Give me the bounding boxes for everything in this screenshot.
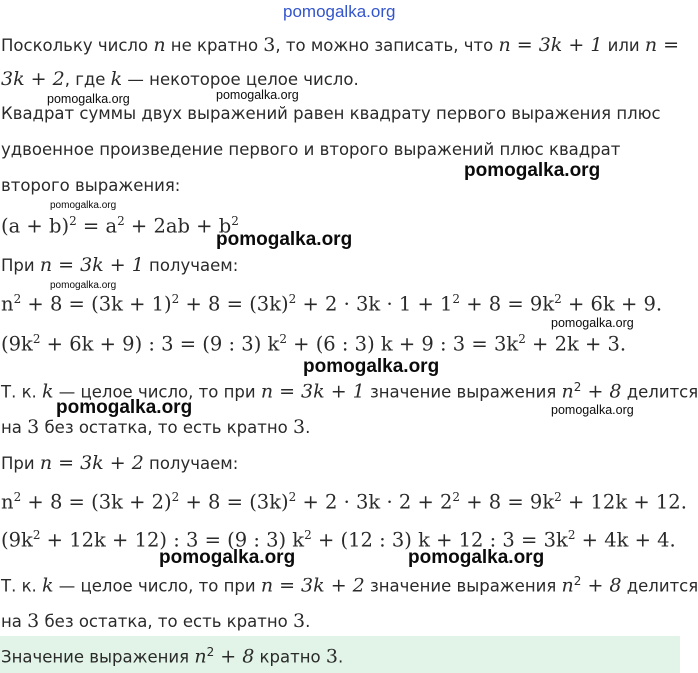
exponent: 2 [32, 528, 41, 542]
exponent: 2 [304, 528, 312, 542]
text: , где [64, 70, 111, 89]
exponent: 2 [573, 380, 582, 394]
exponent: 2 [288, 292, 297, 306]
math: + 8 = 9k [460, 490, 555, 514]
exponent: 2 [452, 490, 461, 504]
math: n [1, 490, 14, 514]
watermark: pomogalka.org [47, 92, 130, 106]
math: n [561, 380, 574, 403]
case2-header [1, 452, 238, 474]
math: + 12k + 12. [561, 490, 687, 514]
math: + 2k + 3. [525, 332, 627, 356]
watermark: pomogalka.org [551, 316, 634, 330]
math: + 8 [581, 574, 622, 597]
text: значение выражения [364, 382, 562, 402]
math: + 2 · 3k · 2 + 2 [296, 490, 453, 514]
text: на [1, 612, 28, 631]
text: . [305, 418, 311, 437]
math: 3k + 2 [1, 68, 65, 90]
text: . [337, 647, 344, 667]
exponent: 2 [279, 332, 287, 346]
text: или [602, 36, 645, 55]
text: кратно [254, 647, 326, 667]
text: При [1, 256, 40, 275]
math: + 8 = (3k) [179, 292, 289, 316]
math: + 8 = (3k + 2) [21, 490, 172, 514]
watermark: pomogalka.org [216, 88, 299, 102]
exponent: 2 [567, 528, 576, 542]
text: делится [621, 382, 698, 402]
math: n = 3k + 1 [260, 380, 365, 403]
case1-formula-1 [1, 292, 662, 316]
exponent: 2 [13, 490, 22, 504]
math: n = [644, 34, 680, 56]
formula-square-of-sum [1, 214, 239, 238]
exponent: 2 [518, 332, 526, 346]
text: без остатка, то есть кратно [39, 418, 293, 437]
text: При [1, 454, 40, 473]
exponent: 2 [117, 214, 125, 228]
math: n [153, 34, 166, 56]
rule-line-2: удвоенное произведение первого и второго выражений плюс квадрат [1, 140, 621, 159]
rule-line-1: Квадрат суммы двух выражений равен квадрату первого выражения плюс [1, 104, 661, 123]
math: n = 3k + 1 [498, 34, 603, 56]
math: n = 3k + 2 [260, 574, 365, 597]
exponent: 2 [171, 292, 180, 306]
math: + 8 [214, 645, 255, 668]
math: n = 3k + 2 [39, 452, 144, 474]
math: 3 [292, 610, 306, 632]
text: — целое число, то при [53, 382, 261, 402]
watermark: pomogalka.org [159, 547, 296, 568]
case2-formula-1 [1, 490, 687, 514]
text: получаем: [143, 454, 239, 473]
rule-line-3: второго выражения: [1, 176, 181, 195]
exponent: 2 [206, 645, 215, 659]
text: получаем: [143, 256, 239, 275]
exponent: 2 [32, 332, 41, 346]
site-title[interactable]: pomogalka.org [283, 2, 396, 21]
math: n [194, 645, 207, 668]
text: на [1, 418, 28, 437]
math: + 6k + 9. [561, 292, 663, 316]
math: (a + b) [1, 214, 70, 238]
watermark: pomogalka.org [408, 547, 545, 568]
text: — целое число, то при [53, 576, 261, 596]
math: + 12k + 12) : 3 = (9 : 3) k [40, 528, 305, 552]
watermark: pomogalka.org [464, 160, 601, 181]
watermark: pomogalka.org [216, 229, 353, 250]
text: не кратно [165, 36, 264, 55]
exponent: 2 [231, 214, 239, 228]
math: k [110, 68, 123, 90]
case1-conclusion-2 [1, 416, 310, 438]
case1-formula-2 [1, 332, 626, 356]
math: 3 [27, 610, 40, 632]
math: + 8 = 9k [460, 292, 555, 316]
text: без остатка, то есть кратно [39, 612, 293, 631]
math: + (6 : 3) k + 9 : 3 = 3k [286, 332, 519, 356]
text: — некоторое целое число. [122, 70, 359, 89]
math: + 8 [581, 380, 622, 403]
text: Т. к. [1, 382, 43, 402]
exponent: 2 [171, 490, 180, 504]
math: + 8 = (3k + 1) [21, 292, 172, 316]
watermark: pomogalka.org [50, 200, 117, 211]
math: + 4k + 4. [575, 528, 676, 552]
math: k [42, 574, 54, 597]
math: n [1, 292, 14, 316]
text: Поскольку число [1, 36, 154, 55]
case2-conclusion-2 [1, 610, 310, 632]
exponent: 2 [69, 214, 77, 228]
case2-formula-2 [1, 528, 676, 552]
math: + (12 : 3) k + 12 : 3 = 3k [311, 528, 568, 552]
math: n = 3k + 1 [39, 254, 144, 276]
text: . [305, 612, 311, 631]
math: (9k [1, 528, 33, 552]
math: 3 [27, 416, 40, 438]
exponent: 2 [13, 292, 22, 306]
math: n [561, 574, 574, 597]
intro-line-2 [1, 68, 359, 90]
math: = a [76, 214, 118, 238]
math: 3 [325, 645, 338, 668]
math: + 2ab + b [124, 214, 232, 238]
watermark: pomogalka.org [303, 356, 440, 377]
case2-conclusion-1 [1, 574, 698, 597]
exponent: 2 [554, 292, 562, 306]
math: (9k [1, 332, 33, 356]
math: 3 [263, 34, 276, 56]
final-conclusion [1, 645, 343, 668]
watermark: pomogalka.org [551, 403, 634, 417]
exponent: 2 [554, 490, 562, 504]
text: Значение выражения [1, 647, 195, 667]
math: k [42, 380, 54, 403]
exponent: 2 [452, 292, 461, 306]
text: Т. к. [1, 576, 43, 596]
math: + 6k + 9) : 3 = (9 : 3) k [40, 332, 280, 356]
intro-line-1 [1, 34, 679, 56]
text: , то можно записать, что [275, 36, 499, 55]
math: + 8 = (3k) [179, 490, 289, 514]
exponent: 2 [288, 490, 297, 504]
case1-header [1, 254, 238, 276]
watermark: pomogalka.org [56, 397, 193, 418]
text: значение выражения [364, 576, 562, 596]
exponent: 2 [573, 574, 582, 588]
math: 3 [292, 416, 306, 438]
text: делится [621, 576, 698, 596]
watermark: pomogalka.org [50, 280, 117, 291]
math: + 2 · 3k · 1 + 1 [296, 292, 453, 316]
